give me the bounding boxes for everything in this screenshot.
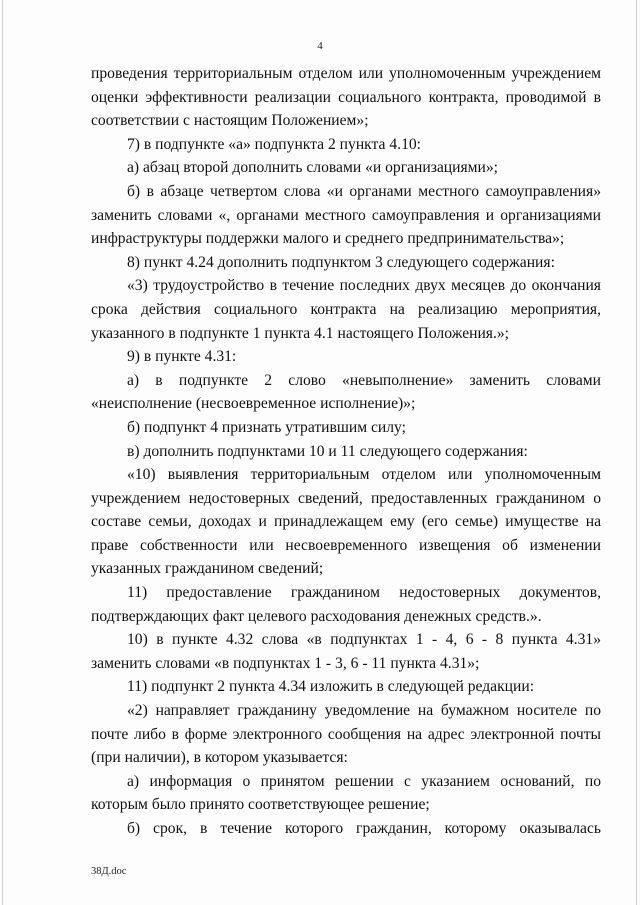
paragraph: 8) пункт 4.24 дополнить подпунктом 3 следующего содержания: — [127, 253, 555, 271]
page-edge-left — [2, 0, 3, 905]
paragraph: 11) предоставление гражданином недостоверных документов, подтверждающих факт целевого расходования денежных средств.». — [91, 584, 601, 625]
paragraph: проведения территориальным отделом или уполномоченным учреждением оценки эффективности реализации социального контракта, проводимой в соответствии с настоящим Положением»; — [91, 65, 601, 130]
paragraph: а) абзац второй дополнить словами «и организациями»; — [127, 159, 498, 177]
paragraph: 9) в пункте 4.31: — [127, 348, 237, 366]
paragraph: в) дополнить подпунктами 10 и 11 следующего содержания: — [127, 442, 528, 460]
paragraph: 7) в подпункте «а» подпункта 2 пункта 4.10: — [127, 135, 421, 153]
paragraph: б) в абзаце четвертом слова «и органами местного самоуправления» заменить словами «, органами местного самоуправления и организациями инфраструктуры поддержки малого и среднего предпринимательства»; — [91, 182, 601, 248]
paragraph: 11) подпункт 2 пункта 4.34 изложить в следующей редакции: — [127, 678, 535, 696]
paragraph: «2) направляет гражданину уведомление на бумажном носителе по почте либо в форме электронного сообщения на адрес электронной почты (при наличии), в котором указывается: — [91, 702, 601, 767]
paragraph: 10) в пункте 4.32 слова «в подпунктах 1 - 4, 6 - 8 пункта 4.31» заменить словами «в подпунктах 1 - 3, 6 - 11 пункта 4.31»; — [91, 631, 601, 672]
paragraph: б) подпункт 4 признать утратившим силу; — [127, 418, 406, 436]
paragraph: б) срок, в течение которого гражданин, которому оказывалась — [127, 820, 601, 837]
paragraph: а) в подпункте 2 слово «невыполнение» заменить словами «неисполнение (несвоевременное исполнение)»; — [91, 371, 601, 413]
footer-filename: 38Д.doc — [91, 866, 127, 877]
paragraph: «10) выявления территориальным отделом или уполномоченным учреждением недостоверных сведений, предоставленных гражданином о составе семьи, доходах и принадлежащем ему (его семье) имуществе на праве собственности или несвоевременного извещения об изменении указанных гражданином сведений; — [91, 466, 601, 578]
page-edge-right — [636, 0, 637, 905]
paragraph: «3) трудоустройство в течение последних двух месяцев до окончания срока действия социального контракта на реализацию мероприятия, указанного в подпункте 1 пункта 4.1 настоящего Положения.»; — [91, 277, 601, 342]
paragraph: а) информация о принятом решении с указанием оснований, по которым было принято соответствующее решение; — [91, 772, 601, 814]
document-body — [91, 62, 601, 841]
page-number: 4 — [317, 40, 323, 52]
